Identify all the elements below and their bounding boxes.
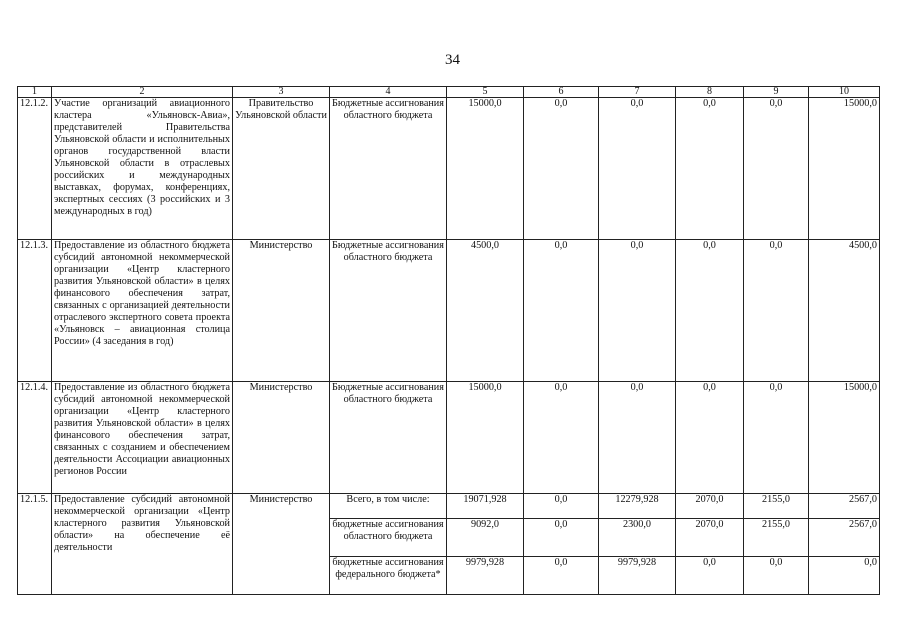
cell-value: 0,0 <box>524 98 599 240</box>
cell-value: 0,0 <box>676 98 744 240</box>
cell-value: 0,0 <box>599 240 676 382</box>
column-header: 2 <box>52 87 233 98</box>
cell-value: 0,0 <box>744 240 809 382</box>
column-header: 10 <box>809 87 880 98</box>
row-description: Предоставление субсидий автономной некоммерческой организации «Центр кластерного развития Ульяновской области» на обеспечение её деятельности <box>52 494 233 595</box>
cell-total: 19071,928 <box>447 494 524 519</box>
cell-value: 2567,0 <box>809 494 880 519</box>
table-row <box>18 494 880 519</box>
cell-value: 0,0 <box>744 382 809 494</box>
cell-value: 0,0 <box>599 98 676 240</box>
cell-value: 4500,0 <box>809 240 880 382</box>
cell-value: 0,0 <box>744 557 809 595</box>
column-header: 1 <box>18 87 52 98</box>
row-funding-source: Бюджетные ассигнования областного бюджета <box>330 240 447 382</box>
cell-total: 4500,0 <box>447 240 524 382</box>
cell-value: 2070,0 <box>676 519 744 557</box>
row-funding-source: бюджетные ассигнования областного бюджета <box>330 519 447 557</box>
cell-total: 15000,0 <box>447 98 524 240</box>
row-number: 12.1.2. <box>18 98 52 240</box>
table-row <box>18 382 880 494</box>
cell-value: 2567,0 <box>809 519 880 557</box>
row-description: Предоставление из областного бюджета субсидий автономной некоммерческой организации «Центр кластерного развития Ульяновской области» в целях финансового обеспечения затрат, связанных с созданием и обеспечением деятельности Ассоциации авиационных регионов России <box>52 382 233 494</box>
row-funding-source: Бюджетные ассигнования областного бюджета <box>330 98 447 240</box>
cell-value: 0,0 <box>676 382 744 494</box>
column-header: 5 <box>447 87 524 98</box>
cell-value: 2155,0 <box>744 494 809 519</box>
row-executor: Министерство <box>233 494 330 595</box>
row-funding-source: бюджетные ассигнования федерального бюджета* <box>330 557 447 595</box>
row-number: 12.1.4. <box>18 382 52 494</box>
row-description: Предоставление из областного бюджета субсидий автономной некоммерческой организации «Центр кластерного развития Ульяновской области» в целях финансового обеспечения затрат, связанных с организацией деятельности отраслевого экспертного совета проекта «Ульяновск – авиационная столица России» (4 заседания в год) <box>52 240 233 382</box>
cell-value: 15000,0 <box>809 98 880 240</box>
cell-total: 9979,928 <box>447 557 524 595</box>
cell-value: 15000,0 <box>809 382 880 494</box>
column-header: 8 <box>676 87 744 98</box>
cell-value: 0,0 <box>524 519 599 557</box>
cell-value: 0,0 <box>524 494 599 519</box>
cell-value: 2300,0 <box>599 519 676 557</box>
cell-value: 0,0 <box>809 557 880 595</box>
row-funding-source: Бюджетные ассигнования областного бюджета <box>330 382 447 494</box>
row-number: 12.1.3. <box>18 240 52 382</box>
cell-value: 0,0 <box>524 240 599 382</box>
row-funding-source: Всего, в том числе: <box>330 494 447 519</box>
column-header: 7 <box>599 87 676 98</box>
cell-value: 0,0 <box>524 557 599 595</box>
cell-value: 0,0 <box>676 240 744 382</box>
row-description: Участие организаций авиационного кластера «Ульяновск-Авиа», представителей Правительства Ульяновской области и исполнительных органов государственной власти Ульяновской области в отраслевых российских и международных выставках, форумах, конференциях, экспертных сессиях (3 российских и 3 международных в год) <box>52 98 233 240</box>
cell-value: 0,0 <box>599 382 676 494</box>
row-executor: Правительство Ульяновской области <box>233 98 330 240</box>
row-executor: Министерство <box>233 382 330 494</box>
row-number: 12.1.5. <box>18 494 52 595</box>
cell-value: 9979,928 <box>599 557 676 595</box>
cell-value: 2070,0 <box>676 494 744 519</box>
cell-value: 0,0 <box>524 382 599 494</box>
page-number: 34 <box>445 52 460 68</box>
column-header: 3 <box>233 87 330 98</box>
cell-value: 0,0 <box>676 557 744 595</box>
table-row <box>18 98 880 240</box>
cell-value: 0,0 <box>744 98 809 240</box>
cell-value: 12279,928 <box>599 494 676 519</box>
cell-total: 9092,0 <box>447 519 524 557</box>
column-header: 4 <box>330 87 447 98</box>
column-header: 9 <box>744 87 809 98</box>
table-row <box>18 240 880 382</box>
row-executor: Министерство <box>233 240 330 382</box>
header-row <box>18 87 880 98</box>
cell-total: 15000,0 <box>447 382 524 494</box>
column-header: 6 <box>524 87 599 98</box>
cell-value: 2155,0 <box>744 519 809 557</box>
program-table <box>17 86 880 595</box>
